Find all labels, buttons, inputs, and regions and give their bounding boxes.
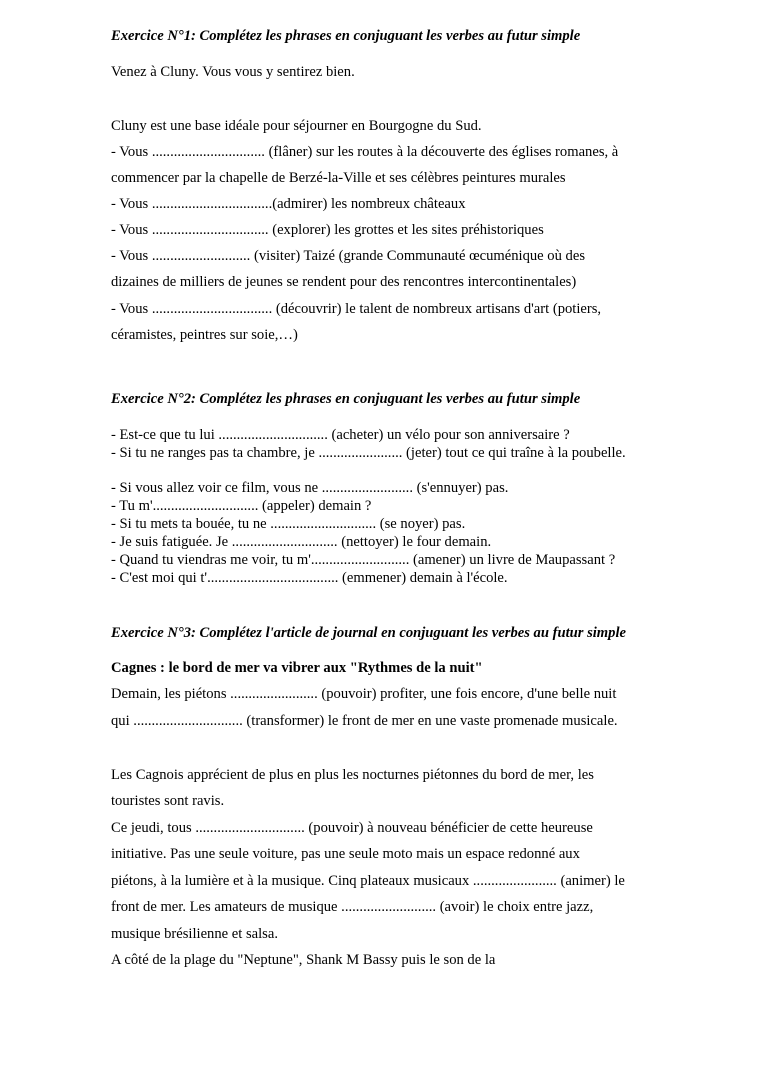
ex3-line: Ce jeudi, tous .............................. (pouvoir) à nouveau bénéficier de cette heureuse: [111, 820, 593, 836]
ex1-line: - Vous ........................... (visiter) Taizé (grande Communauté œcuménique où des: [111, 248, 585, 264]
ex3-line: initiative. Pas une seule voiture, pas une seule moto mais un espace redonné aux: [111, 846, 580, 862]
ex2-line: - Tu m'............................. (appeler) demain ?: [111, 498, 372, 514]
ex1-line: céramistes, peintres sur soie,…): [111, 327, 298, 343]
ex2-line: - Si tu mets ta bouée, tu ne ............................. (se noyer) pas.: [111, 516, 466, 532]
ex1-line: Cluny est une base idéale pour séjourner en Bourgogne du Sud.: [111, 118, 482, 134]
ex3-line: musique brésilienne et salsa.: [111, 926, 278, 942]
ex3-line: A côté de la plage du "Neptune", Shank M Bassy puis le son de la: [111, 952, 496, 968]
ex3-line: touristes sont ravis.: [111, 793, 225, 809]
ex3-line: Demain, les piétons ........................ (pouvoir) profiter, une fois encore, d'une belle nuit: [111, 686, 617, 702]
ex1-line: dizaines de milliers de jeunes se rendent pour des rencontres intercontinentales): [111, 274, 577, 290]
ex2-line: - Quand tu viendras me voir, tu m'........................... (amener) un livre de Maupassant ?: [111, 552, 616, 568]
exercise-1-title: Exercice N°1: Complétez les phrases en conjuguant les verbes au futur simple: [111, 28, 581, 44]
article-headline: Cagnes : le bord de mer va vibrer aux "Rythmes de la nuit": [111, 660, 483, 676]
ex1-line: - Vous ................................. (découvrir) le talent de nombreux artisans d'art (potiers,: [111, 301, 602, 317]
ex1-line: - Vous ................................ (explorer) les grottes et les sites préhistoriques: [111, 222, 544, 238]
ex1-line: - Vous .................................(admirer) les nombreux châteaux: [111, 196, 466, 212]
ex3-line: Les Cagnois apprécient de plus en plus les nocturnes piétonnes du bord de mer, les: [111, 767, 594, 783]
ex2-line: - Est-ce que tu lui .............................. (acheter) un vélo pour son anniversaire ?: [111, 427, 570, 443]
ex3-line: qui .............................. (transformer) le front de mer en une vaste promenade musicale.: [111, 713, 618, 729]
exercise-3-title: Exercice N°3: Complétez l'article de journal en conjuguant les verbes au futur simple: [111, 625, 626, 641]
ex3-line: front de mer. Les amateurs de musique .......................... (avoir) le choix entre jazz,: [111, 899, 594, 915]
ex2-line: - Je suis fatiguée. Je ............................. (nettoyer) le four demain.: [111, 534, 492, 550]
ex2-line: - C'est moi qui t'.................................... (emmener) demain à l'école.: [111, 570, 508, 586]
ex1-line: Venez à Cluny. Vous vous y sentirez bien.: [111, 64, 355, 80]
exercise-2-title: Exercice N°2: Complétez les phrases en conjuguant les verbes au futur simple: [111, 391, 581, 407]
ex2-line: - Si vous allez voir ce film, vous ne ......................... (s'ennuyer) pas.: [111, 480, 509, 496]
ex3-line: piétons, à la lumière et à la musique. Cinq plateaux musicaux ....................... (animer) le: [111, 873, 625, 889]
ex1-line: - Vous ............................... (flâner) sur les routes à la découverte des églises romanes, à: [111, 144, 619, 160]
ex1-line: commencer par la chapelle de Berzé-la-Ville et ses célèbres peintures murales: [111, 170, 566, 186]
ex2-line: - Si tu ne ranges pas ta chambre, je ....................... (jeter) tout ce qui traîne à la poubelle.: [111, 445, 626, 461]
